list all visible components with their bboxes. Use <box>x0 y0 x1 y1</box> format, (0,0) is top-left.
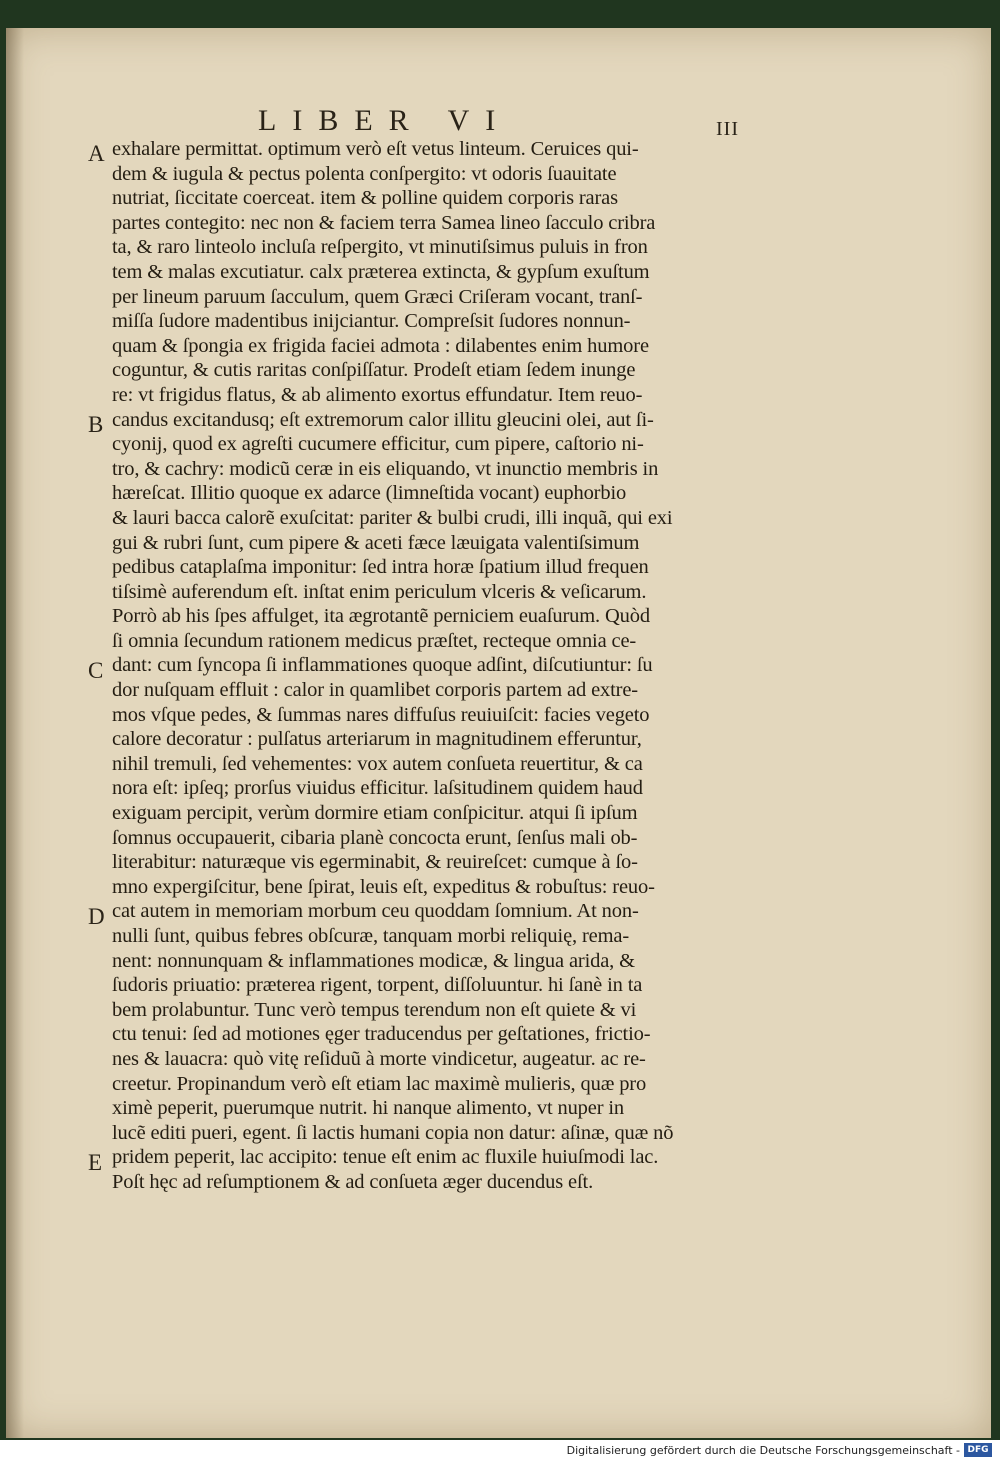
margin-letter: B <box>88 411 104 437</box>
text-line: dor nuſquam effluit : calor in quamlibet corporis partem ad extre- <box>112 679 638 702</box>
margin-letter: A <box>88 141 105 166</box>
spine-shadow <box>6 28 24 1438</box>
text-line: cat autem in memoriam morbum ceu quoddam ſomnium. At non- <box>112 900 639 923</box>
dfg-logo-icon: DFG <box>964 1443 992 1457</box>
text-line: lucẽ editi pueri, egent. ſi lactis humani copia non datur: aſinæ, quæ nõ <box>112 1121 674 1144</box>
text-line: re: vt frigidus flatus, & ab alimento exortus effundatur. Item reuo- <box>112 383 643 406</box>
text-line: nihil tremuli, ſed vehementes: vox autem conſueta reuertitur, & ca <box>112 752 643 775</box>
text-line: tiſsimè auferendum eſt. inſtat enim periculum vlceris & veſicarum. <box>112 580 647 603</box>
text-line: & lauri bacca calorẽ exuſcitat: pariter & bulbi crudi, illi inquã, qui exi <box>112 506 673 529</box>
text-line: pridem peperit, lac accipito: tenue eſt enim ac fluxile huiuſmodi lac. <box>112 1146 659 1169</box>
text-line: partes contegito: nec non & faciem terra Samea lineo ſacculo cribra <box>112 211 656 234</box>
text-line: candus excitandusq; eſt extremorum calor illitu gleucini olei, aut ſi- <box>112 408 654 431</box>
text-line: coguntur, & cutis raritas conſpiſſatur. Prodeſt etiam ſedem inunge <box>112 359 636 382</box>
text-line: gui & rubri ſunt, cum pipere & aceti fæce læuigata valentiſsimum <box>112 531 640 554</box>
text-line: nora eſt: ipſeq; prorſus viuidus efficitur. laſsitudinem quidem haud <box>112 777 643 800</box>
text-line: nes & lauacra: quò vitę reſiduũ à morte vindicetur, augeatur. ac re- <box>112 1047 646 1070</box>
text-line: ſomnus occupauerit, cibaria planè concocta erunt, ſenſus mali ob- <box>112 826 638 849</box>
text-line: ta, & raro linteolo incluſa reſpergito, vt minutiſsimus puluis in fron <box>112 236 648 259</box>
text-line: Poſt hęc ad reſumptionem & ad conſueta æger ducendus eſt. <box>112 1170 594 1193</box>
text-line: calore decoratur : pulſatus arteriarum in magnitudinem efferuntur, <box>112 728 642 751</box>
text-line: ſi omnia ſecundum rationem medicus præſtet, recteque omnia ce- <box>112 629 637 652</box>
text-line: creetur. Propinandum verò eſt etiam lac maximè mulieris, quæ pro <box>112 1072 647 1095</box>
text-line: bem prolabuntur. Tunc verò tempus terendum non eſt quiete & vi <box>112 998 637 1021</box>
text-line: ximè peperit, puerumque nutrit. hi nanque alimento, vt nuper in <box>112 1097 625 1120</box>
text-line: hæreſcat. Illitio quoque ex adarce (limneſtida vocant) euphorbio <box>112 482 627 505</box>
margin-letter: C <box>88 657 104 683</box>
text-line: tem & malas excutiatur. calx præterea extincta, & gypſum exuſtum <box>112 260 650 283</box>
text-line: exiguam percipit, verùm dormire etiam conſpicitur. atqui ſi ipſum <box>112 802 638 825</box>
page-number: III <box>716 118 739 140</box>
text-line: exhalare permittat. optimum verò eſt vetus linteum. Ceruices qui- <box>112 138 639 160</box>
text-line: nutriat, ſiccitate coerceat. item & polline quidem corporis raras <box>112 187 618 210</box>
text-line: miſſa ſudore madentibus inijciantur. Compreſsit ſudores nonnun- <box>112 310 631 333</box>
footer-bar <box>0 1440 1000 1463</box>
text-line: literabitur: naturæque vis egerminabit, & reuireſcet: cumque à ſo- <box>112 851 638 874</box>
text-line: ctu tenui: ſed ad motiones ęger traducendus per geſtationes, frictio- <box>112 1023 651 1046</box>
text-line: mos vſque pedes, & ſummas nares diffuſus reuiuiſcit: facies vegeto <box>112 703 650 726</box>
text-line: dem & iugula & pectus polenta conſpergito: vt odoris ſuauitate <box>112 162 617 185</box>
text-line: nulli ſunt, quibus febres obſcuræ, tanquam morbi reliquię, rema- <box>112 925 630 947</box>
text-line: cyonij, quod ex agreſti cucumere efficitur, cum pipere, caſtorio ni- <box>112 433 644 456</box>
funding-credit: Digitalisierung gefördert durch die Deutsche Forschungsgemeinschaft - <box>566 1444 960 1457</box>
running-head: LIBER VI <box>258 104 512 137</box>
text-line: Porrò ab his ſpes affulget, ita ægrotantẽ perniciem euaſurum. Quòd <box>112 605 650 628</box>
text-line: nent: nonnunquam & inflammationes modicæ, & lingua arida, & <box>112 949 635 972</box>
text-line: pedibus cataplaſma imponitur: ſed intra horæ ſpatium illud frequen <box>112 556 649 579</box>
text-line: quam & ſpongia ex frigida faciei admota : dilabentes enim humore <box>112 334 649 357</box>
text-line: mno expergiſcitur, bene ſpirat, leuis eſt, expeditus & robuſtus: reuo- <box>112 875 655 898</box>
body-text <box>112 137 757 1195</box>
margin-letter: D <box>88 903 105 929</box>
text-line: dant: cum ſyncopa ſi inflammationes quoque adſint, diſcutiuntur: ſu <box>112 654 653 677</box>
margin-letter: E <box>88 1149 103 1175</box>
text-line: tro, & cachry: modicũ ceræ in eis eliquando, vt inunctio membris in <box>112 457 659 480</box>
text-line: per lineum paruum ſacculum, quem Græci Criſeram vocant, tranſ- <box>112 285 643 308</box>
text-line: ſudoris priuatio: præterea rigent, torpent, diſſoluuntur. hi ſanè in ta <box>112 974 643 997</box>
